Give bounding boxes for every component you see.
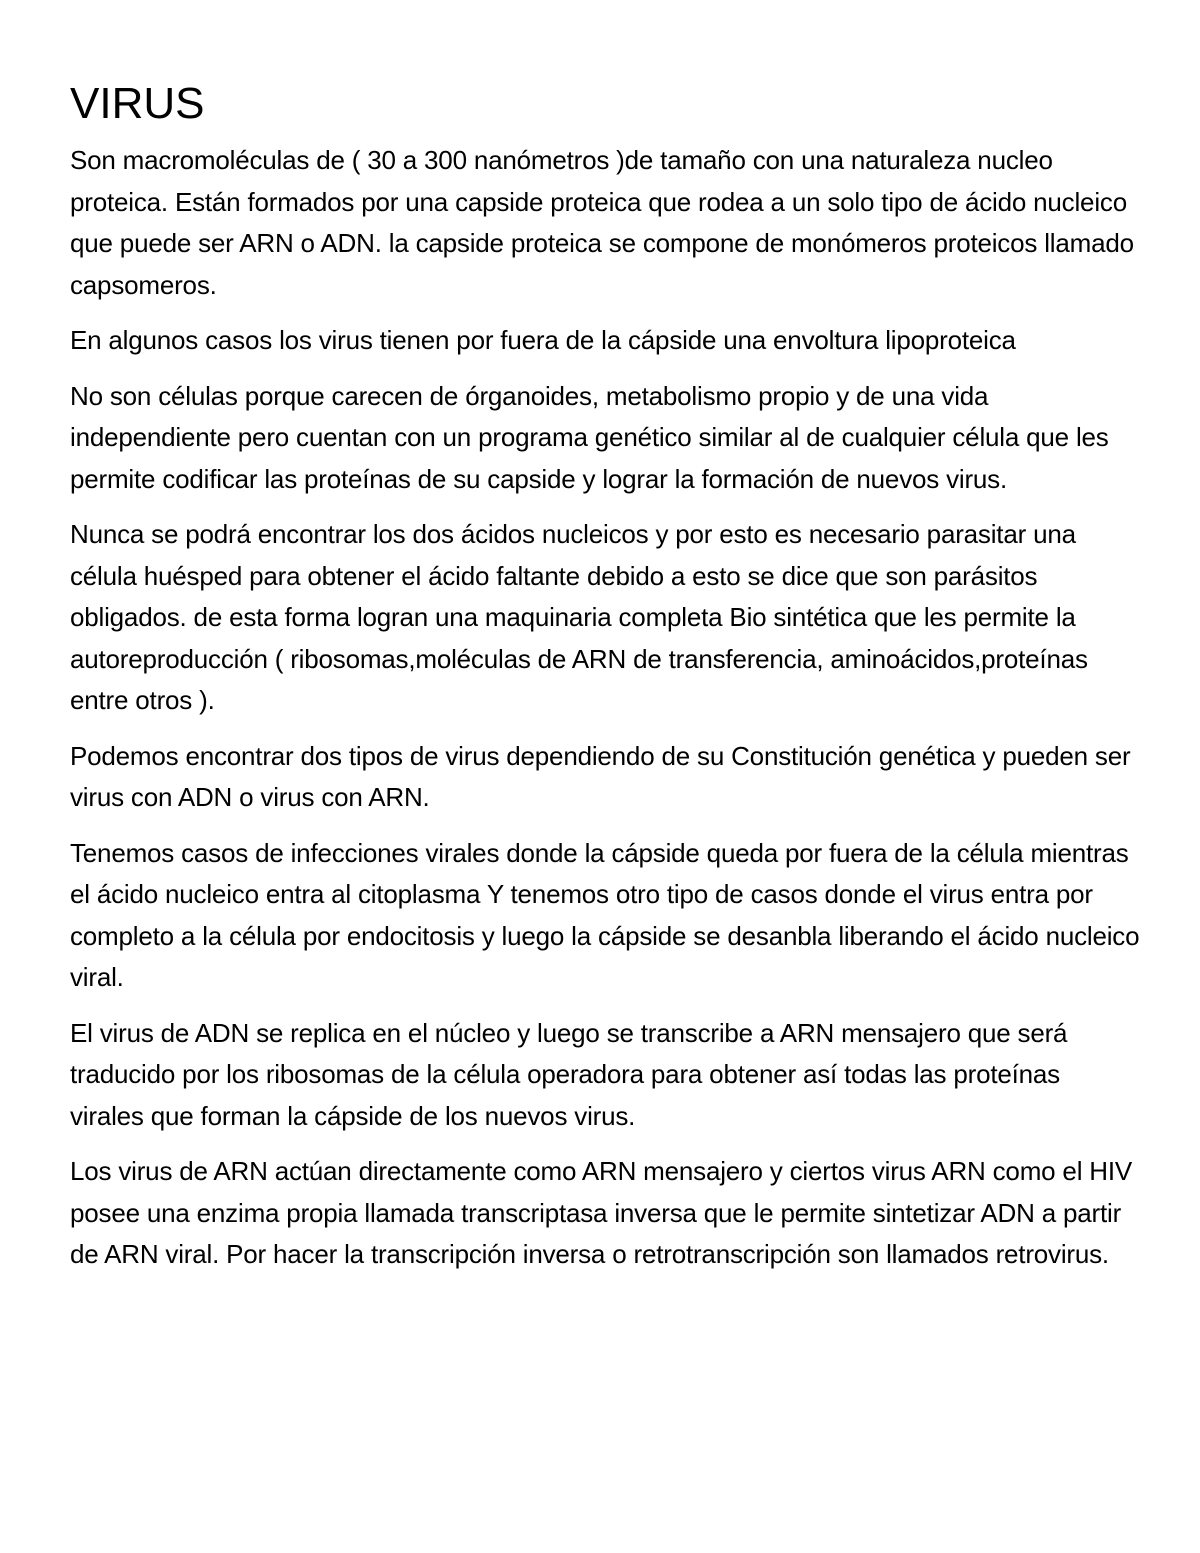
paragraph-parasites: Nunca se podrá encontrar los dos ácidos nucleicos y por esto es necesario parasitar una célula huésped para obtener el ácido faltante debido a esto se dice que son parásitos obligados. de esta forma logran una maquinaria completa Bio sintética que les permite la autoreproducción ( ribosomas,moléculas de ARN de transferencia, aminoácidos,proteínas entre otros ). [70,519,1088,715]
document-body [70,140,1140,1276]
document-title: VIRUS [70,79,205,128]
paragraph-infections: Tenemos casos de infecciones virales donde la cápside queda por fuera de la célula mientras el ácido nucleico entra al citoplasma Y tenemos otro tipo de casos donde el virus entra por completo a la célula por endocitosis y luego la cápside se desanbla liberando el ácido nucleico viral. [70,837,1140,992]
paragraph-virus-types: Podemos encontrar dos tipos de virus dependiendo de su Constitución genética y pueden ser virus con ADN o virus con ARN. [70,740,1131,812]
paragraph-envelope: En algunos casos los virus tienen por fuera de la cápside una envoltura lipoproteica [70,325,1016,355]
paragraph-not-cells: No son células porque carecen de órganoides, metabolismo propio y de una vida independiente pero cuentan con un programa genético similar al de cualquier célula que les permite codificar las proteínas de su capside y lograr la formación de nuevos virus. [70,380,1109,494]
paragraph-definition: Son macromoléculas de ( 30 a 300 nanómetros )de tamaño con una naturaleza nucleo proteica. Están formados por una capside proteica que rodea a un solo tipo de ácido nucleico que puede ser ARN o ADN. la capside proteica se compone de monómeros proteicos llamado capsomeros. [70,145,1134,300]
paragraph-rna-virus: Los virus de ARN actúan directamente como ARN mensajero y ciertos virus ARN como el HIV posee una enzima propia llamada transcriptasa inversa que le permite sintetizar ADN a partir de ARN viral. Por hacer la transcripción inversa o retrotranscripción son llamados retrovirus. [70,1156,1133,1269]
paragraph-dna-virus: El virus de ADN se replica en el núcleo y luego se transcribe a ARN mensajero que será traducido por los ribosomas de la célula operadora para obtener así todas las proteínas virales que forman la cápside de los nuevos virus. [70,1017,1068,1131]
